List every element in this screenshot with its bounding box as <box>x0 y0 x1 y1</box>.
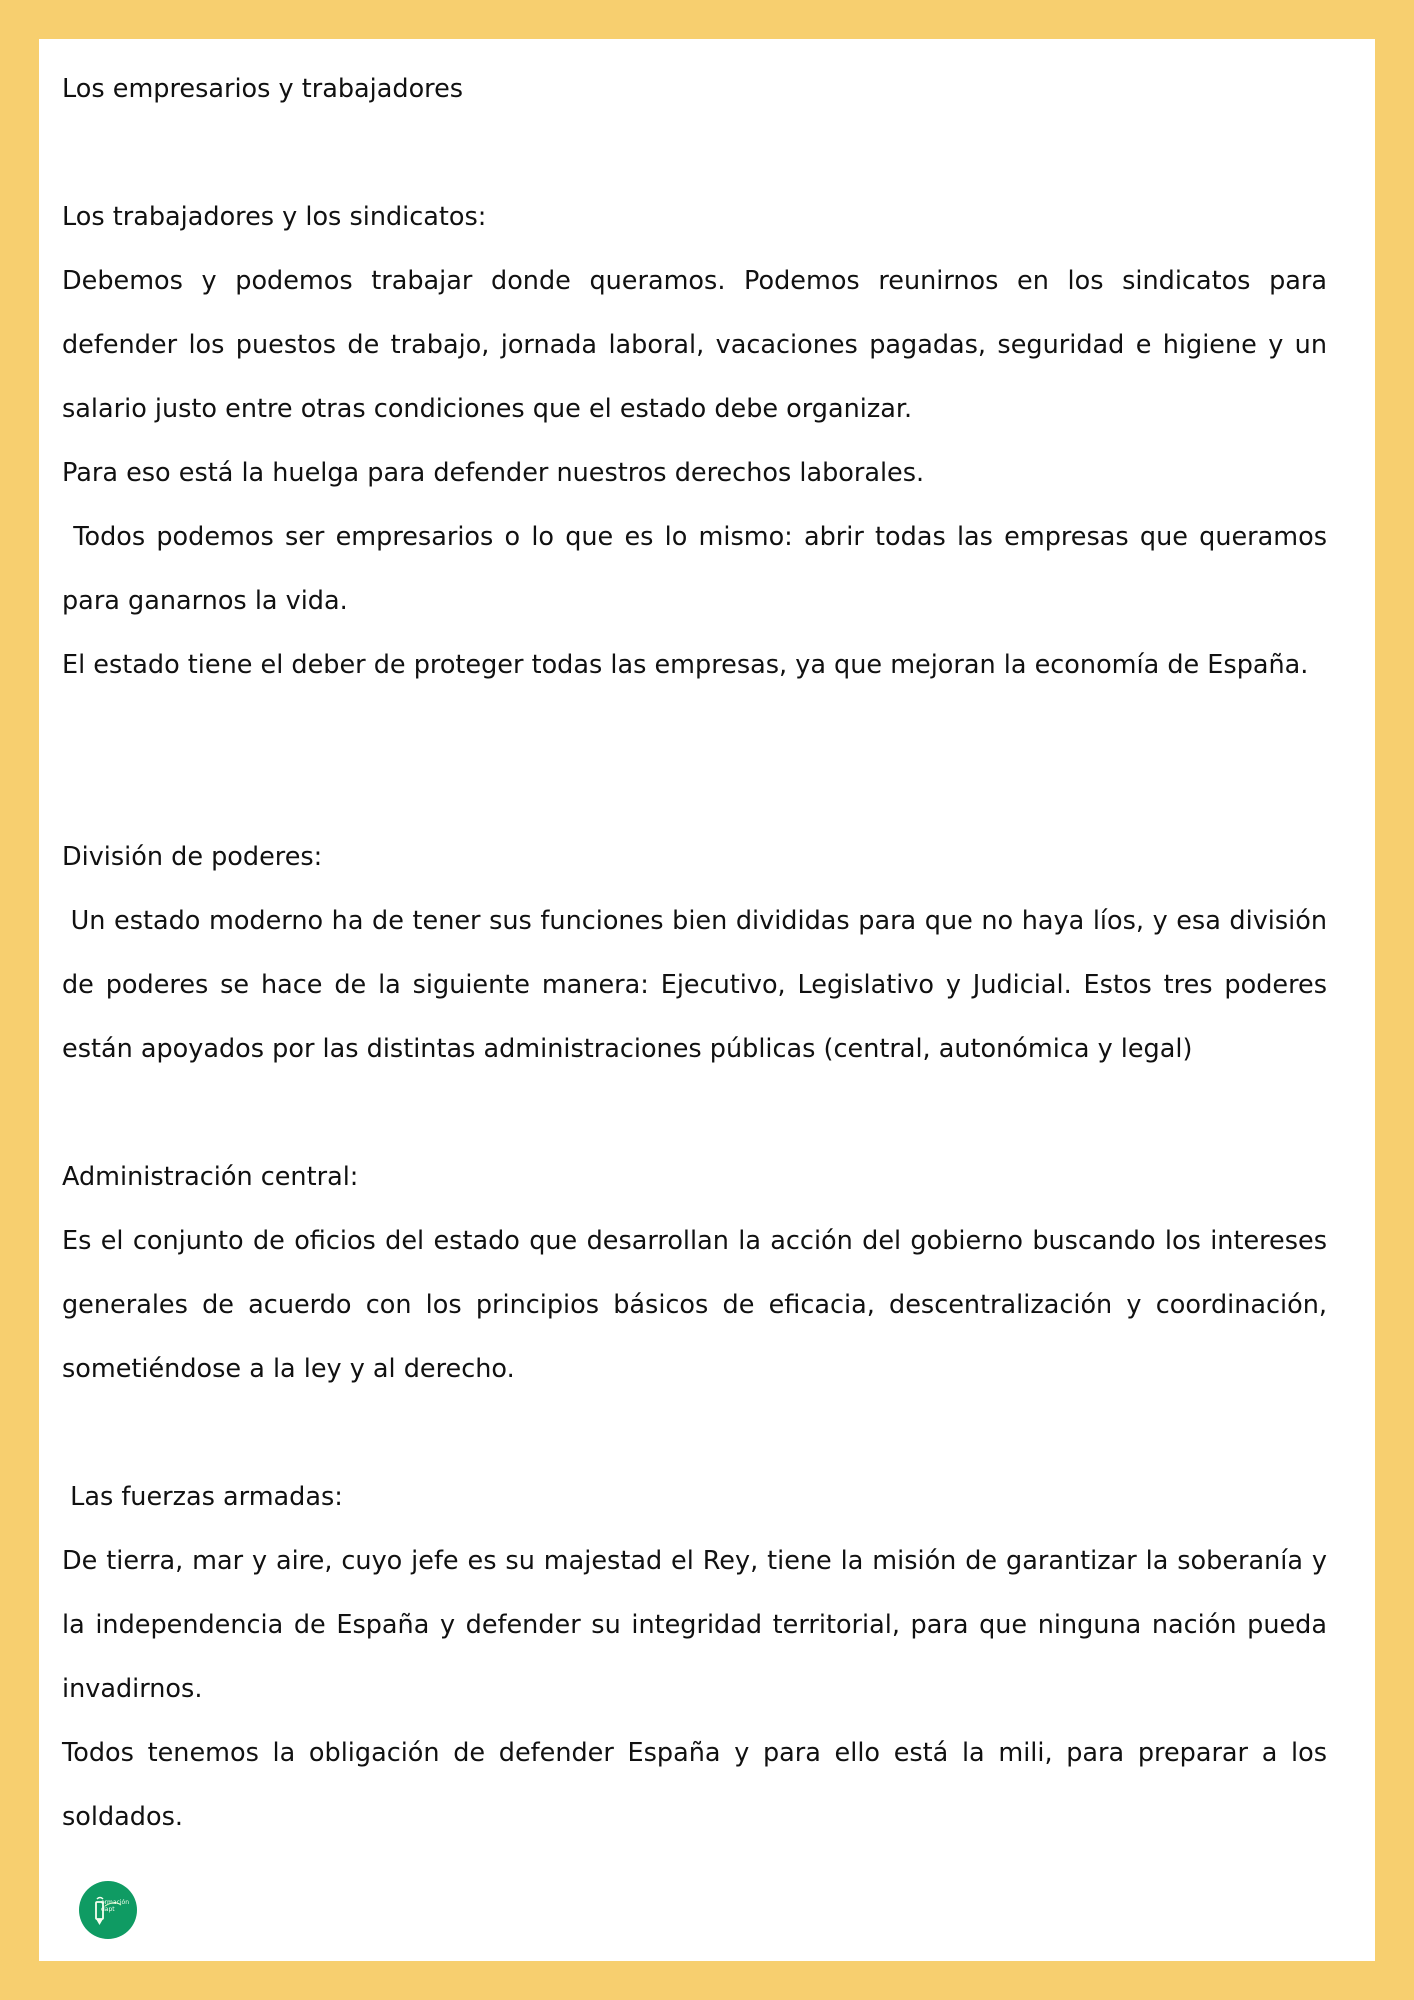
spacer <box>62 121 1327 185</box>
paragraph-sindicatos-3: Todos podemos ser empresarios o lo que es lo mismo: abrir todas las empresas que queramos para ganarnos la vida. <box>62 522 1336 616</box>
spacer <box>62 1401 1327 1465</box>
section-heading-fuerzas-armadas: Las fuerzas armadas: <box>62 1482 343 1512</box>
paragraph-fuerzas-armadas-1: De tierra, mar y aire, cuyo jefe es su majestad el Rey, tiene la misión de garantizar la soberanía y la independencia de España y defender su integridad territorial, para que ninguna nación pueda invadirnos. <box>62 1546 1327 1704</box>
spacer <box>62 697 1327 825</box>
spacer <box>62 1081 1327 1145</box>
paragraph-division-poderes: Un estado moderno ha de tener sus funciones bien divididas para que no haya líos, y esa división de poderes se hace de la siguiente manera: Ejecutivo, Legislativo y Judicial. Estos tres poderes están apoyados por las distintas administraciones públicas (central, autonómica y legal) <box>62 906 1336 1064</box>
document-content <box>62 57 1336 1849</box>
paragraph-fuerzas-armadas-2: Todos tenemos la obligación de defender España y para ello está la mili, para preparar a los soldados. <box>62 1738 1327 1832</box>
paragraph-sindicatos-4: El estado tiene el deber de proteger todas las empresas, ya que mejoran la economía de España. <box>62 650 1309 680</box>
paragraph-sindicatos-1: Debemos y podemos trabajar donde queramos. Podemos reunirnos en los sindicatos para defender los puestos de trabajo, jornada laboral, vacaciones pagadas, seguridad e higiene y un salario justo entre otras condiciones que el estado debe organizar. <box>62 266 1327 424</box>
section-heading-sindicatos: Los trabajadores y los sindicatos: <box>62 202 487 232</box>
logo-text: ormación dapt <box>101 1899 129 1913</box>
document-page <box>39 39 1375 1961</box>
paragraph-sindicatos-2: Para eso está la huelga para defender nuestros derechos laborales. <box>62 458 925 488</box>
paragraph-administracion-central: Es el conjunto de oficios del estado que desarrollan la acción del gobierno buscando los intereses generales de acuerdo con los principios básicos de eficacia, descentralización y coordinación, sometiéndose a la ley y al derecho. <box>62 1226 1327 1384</box>
section-heading-division-poderes: División de poderes: <box>62 842 323 872</box>
section-heading-administracion-central: Administración central: <box>62 1162 359 1192</box>
document-title: Los empresarios y trabajadores <box>62 74 464 104</box>
publisher-logo <box>79 1881 137 1939</box>
